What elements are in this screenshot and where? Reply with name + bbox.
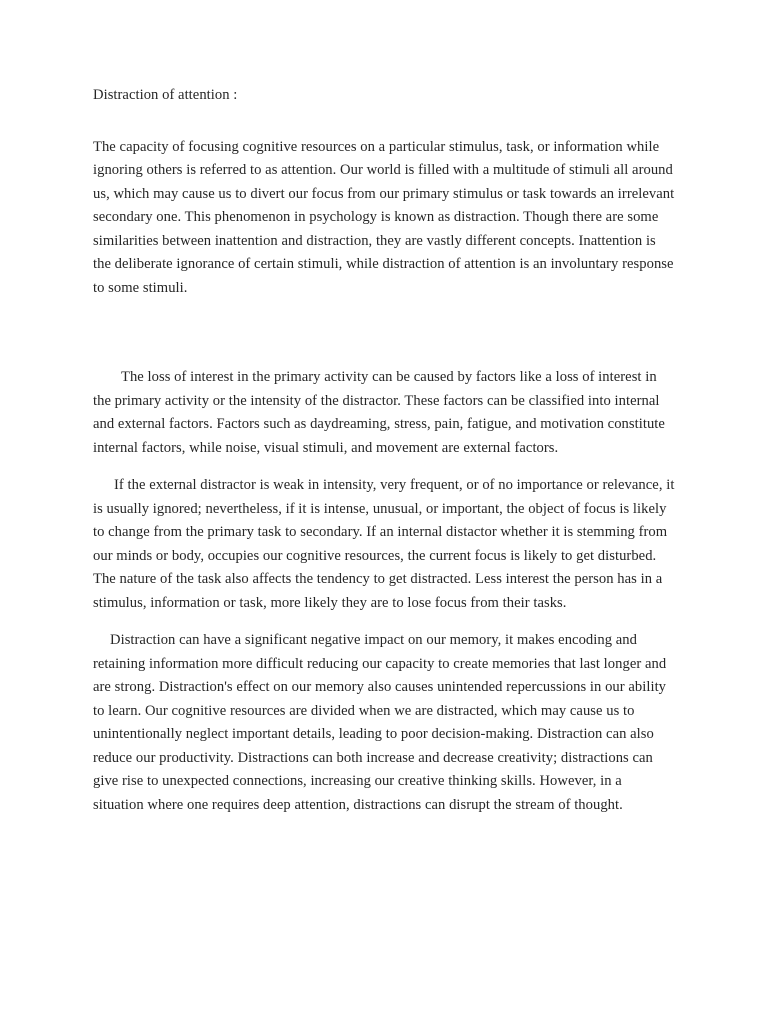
document-body — [93, 84, 675, 817]
paragraph-definition: The capacity of focusing cognitive resources on a particular stimulus, task, or information while ignoring others is referred to as attention. Our world is filled with a multitude of stimuli all around us, which may cause us to divert our focus from our primary stimulus or task towards an irrelevant secondary one. This phenomenon in psychology is known as distraction. Though there are some similarities between inattention and distraction, they are vastly different concepts. Inattention is the deliberate ignorance of certain stimuli, while distraction of attention is an involuntary response to some stimuli. — [93, 138, 675, 296]
document-heading: Distraction of attention : — [93, 87, 238, 103]
paragraph-factors: The loss of interest in the primary activity can be caused by factors like a loss of interest in the primary activity or the intensity of the distractor. These factors can be classified into internal and external factors. Factors such as daydreaming, stress, pain, fatigue, and motivation constitute internal factors, while noise, visual stimuli, and movement are external factors. — [93, 369, 665, 456]
paragraph-external-distractor: If the external distractor is weak in intensity, very frequent, or of no importance or relevance, it is usually ignored; nevertheless, if it is intense, unusual, or important, the object of focus is likely to change from the primary task to secondary. If an internal distactor whether it is stemming from our minds or body, occupies our cognitive resources, the current focus is likely to get disturbed. The nature of the task also affects the tendency to get distracted. Less interest the person has in a stimulus, information or task, more likely they are to lose focus from their tasks. — [93, 477, 675, 611]
paragraph-memory-impact: Distraction can have a significant negative impact on our memory, it makes encoding and retaining information more difficult reducing our capacity to create memories that last longer and are strong. Distraction's effect on our memory also causes unintended repercussions in our ability to learn. Our cognitive resources are divided when we are distracted, which may cause us to unintentionally neglect important details, leading to poor decision-making. Distraction can also reduce our productivity. Distractions can both increase and decrease creativity; distractions can give rise to unexpected connections, increasing our creative thinking skills. However, in a situation where one requires deep attention, distractions can disrupt the stream of thought. — [93, 632, 667, 813]
